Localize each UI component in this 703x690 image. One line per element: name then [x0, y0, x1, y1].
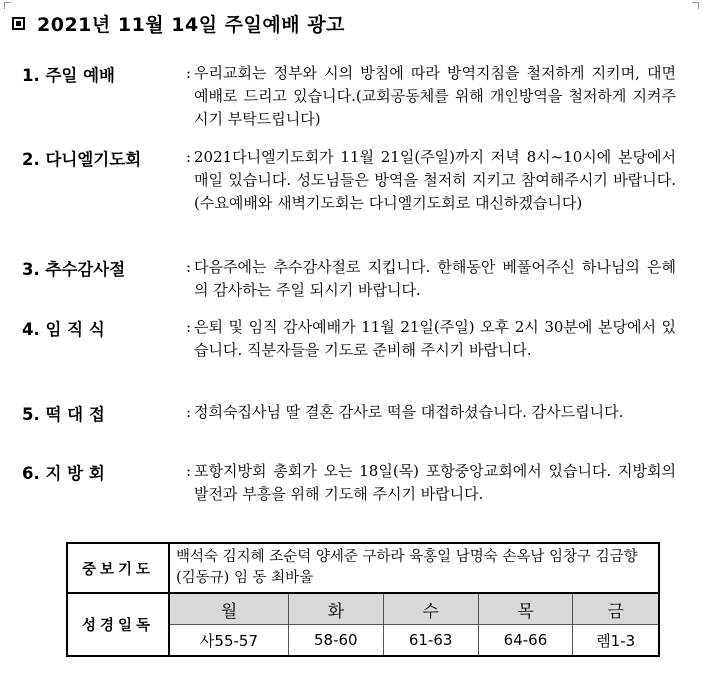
intercession-row — [67, 543, 659, 593]
announcement-text: 포항지방회 총회가 오는 18일(목) 포항중앙교회에서 있습니다. 지방회의 발전과 부흥을 위해 기도해 주시기 바랍니다. — [194, 462, 676, 503]
announcement-label: 3. 추수감사절 — [22, 260, 126, 279]
page-title — [12, 10, 345, 37]
reading-cell: 렘1-3 — [573, 625, 659, 657]
announcement-label: 1. 주일 예배 — [22, 66, 115, 85]
reading-cell: 58-60 — [288, 625, 383, 657]
reading-cell: 64-66 — [478, 625, 573, 657]
intercession-label: 중보기도 — [67, 543, 169, 593]
square-bullet-icon — [12, 17, 25, 30]
page-corner-mark-right — [692, 2, 699, 9]
announcement-text: 다음주에는 추수감사절로 지킵니다. 한해동안 베풀어주신 하나님의 은혜의 감사하는 주일 되시기 바랍니다. — [194, 258, 676, 299]
colon-separator: : — [186, 64, 192, 82]
announcement-label: 4. 임 직 식 — [22, 320, 105, 339]
colon-separator: : — [186, 403, 192, 421]
announcement-text: 정희숙집사님 딸 결혼 감사로 떡을 대접하셨습니다. 감사드립니다. — [194, 403, 624, 421]
reading-cell: 61-63 — [383, 625, 478, 657]
bible-reading-label: 성경일독 — [67, 593, 169, 656]
day-header: 목 — [478, 593, 573, 625]
page-corner-mark-left — [4, 2, 11, 9]
colon-separator: : — [186, 258, 192, 276]
colon-separator: : — [186, 148, 192, 166]
announcement-label: 6. 지 방 회 — [22, 464, 105, 483]
day-header: 금 — [573, 593, 659, 625]
page-title-text: 2021년 11월 14일 주일예배 광고 — [37, 14, 345, 36]
announcement-text: 우리교회는 정부와 시의 방침에 따라 방역지침을 철저하게 지키며, 대면 예배로 드리고 있습니다.(교회공동체를 위해 개인방역을 철저하게 지켜주시기 부탁드립니다) — [194, 64, 676, 128]
announcement-label: 2. 다니엘기도회 — [22, 150, 142, 169]
day-header: 월 — [169, 593, 288, 625]
prayer-reading-table — [66, 542, 660, 657]
intercession-names: 백석숙 김지혜 조순덕 양세준 구하라 육홍일 남명숙 손옥남 임창구 김금향(김동규) 임 동 최바울 — [169, 543, 659, 593]
colon-separator: : — [186, 318, 192, 336]
announcement-text: 2021다니엘기도회가 11월 21일(주일)까지 저녁 8시~10시에 본당에서 매일 있습니다. 성도님들은 방역을 철저히 지키고 참여해주시기 바랍니다.(수요예배와 새벽기도회는 다니엘기도회로 대신하겠습니다) — [194, 148, 676, 212]
days-row — [67, 593, 659, 625]
announcement-text: 은퇴 및 임직 감사예배가 11월 21일(주일) 오후 2시 30분에 본당에서 있습니다. 직분자들을 기도로 준비해 주시기 바랍니다. — [194, 318, 676, 359]
colon-separator: : — [186, 462, 192, 480]
day-header: 화 — [288, 593, 383, 625]
day-header: 수 — [383, 593, 478, 625]
reading-cell: 사55-57 — [169, 625, 288, 657]
announcement-label: 5. 떡 대 접 — [22, 405, 105, 424]
